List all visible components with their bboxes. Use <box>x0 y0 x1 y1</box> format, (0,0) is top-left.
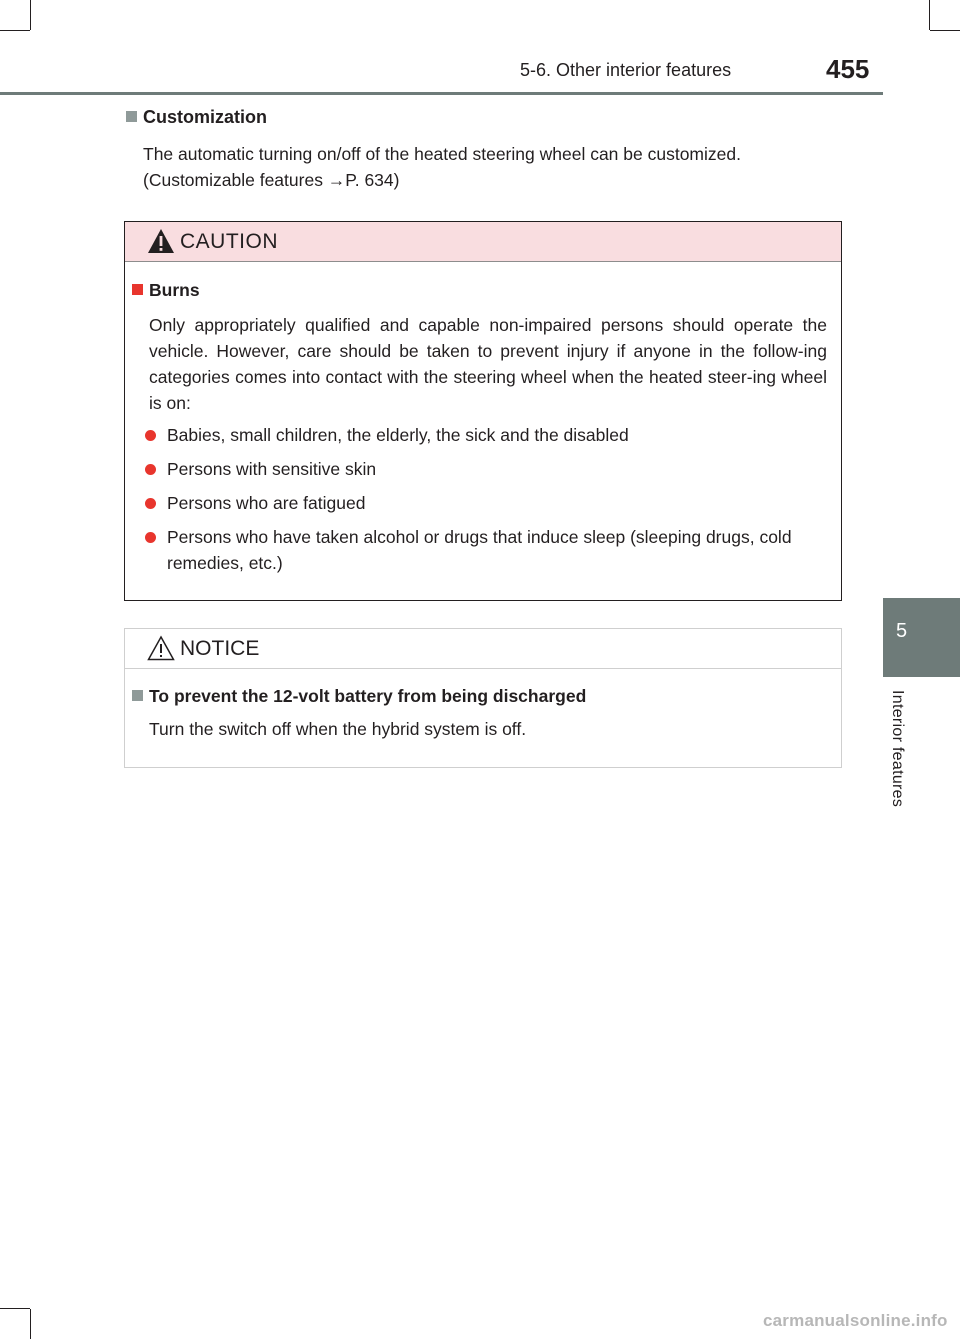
list-item: Babies, small children, the elderly, the sick and the disabled <box>132 422 834 448</box>
warning-icon <box>147 228 175 254</box>
notice-icon <box>147 635 175 661</box>
square-bullet-icon <box>126 111 137 122</box>
burns-heading <box>132 280 200 301</box>
notice-title: NOTICE <box>180 637 260 660</box>
page-number: 455 <box>826 54 870 84</box>
section-title: 5-6. Other interior features <box>520 60 732 80</box>
customization-text: The automatic turning on/off of the heated steering wheel can be customized. (Customizable features →P. 634) <box>143 144 741 190</box>
notice-subheading <box>132 686 586 707</box>
crop-mark <box>930 30 960 31</box>
chapter-label: Interior features <box>889 690 906 808</box>
list-item: Persons with sensitive skin <box>132 456 834 482</box>
customization-heading <box>126 107 267 128</box>
crop-mark <box>0 1308 30 1309</box>
burns-bullet-list <box>132 422 834 584</box>
bullet-dot-icon <box>145 464 156 475</box>
crop-mark <box>30 0 31 30</box>
burns-text: Only appropriately qualified and capable non-impaired persons should operate the vehicle. However, care should be taken to prevent injury if anyone in the follow-ing categories comes into contact with the steering wheel when the heated steer-ing wheel is on: <box>149 315 827 413</box>
bullet-dot-icon <box>145 532 156 543</box>
bullet-dot-icon <box>145 430 156 441</box>
notice-header <box>125 629 841 669</box>
list-item: Persons who are fatigued <box>132 490 834 516</box>
square-bullet-icon <box>132 284 143 295</box>
notice-box <box>124 628 842 768</box>
chapter-tab <box>883 598 960 677</box>
header-rule <box>0 92 883 95</box>
caution-title: CAUTION <box>180 230 278 253</box>
bullet-dot-icon <box>145 498 156 509</box>
notice-subheading-text: To prevent the 12-volt battery from being discharged <box>149 686 587 706</box>
caution-box <box>124 221 842 601</box>
list-item: Persons who have taken alcohol or drugs that induce sleep (sleeping drugs, cold remedies, etc.) <box>132 524 834 576</box>
crop-mark <box>929 0 930 30</box>
burns-heading-text: Burns <box>149 280 200 300</box>
crop-mark <box>30 1309 31 1339</box>
customization-heading-text: Customization <box>143 107 267 127</box>
caution-header <box>125 222 841 262</box>
crop-mark <box>0 30 30 31</box>
notice-text: Turn the switch off when the hybrid system is off. <box>149 719 527 739</box>
square-bullet-icon <box>132 690 143 701</box>
watermark: carmanualsonline.info <box>763 1311 948 1330</box>
chapter-number: 5 <box>896 620 908 642</box>
